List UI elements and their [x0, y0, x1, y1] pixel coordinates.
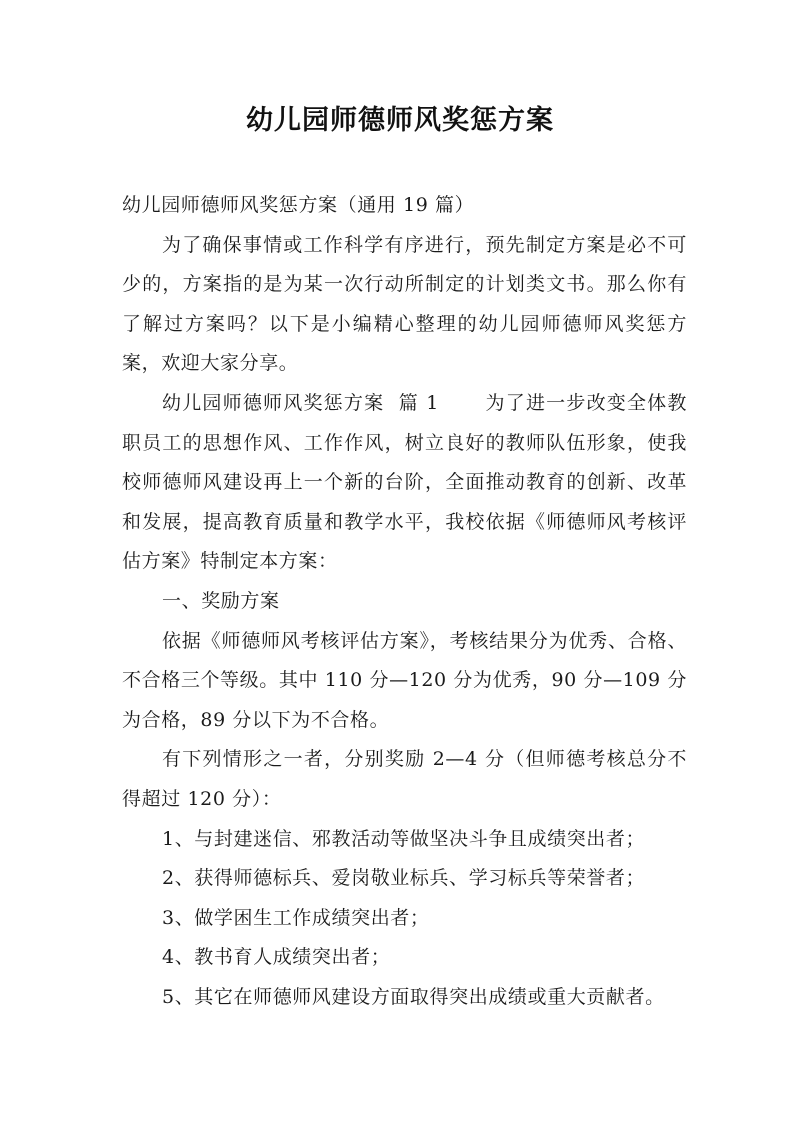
article-1-heading: 幼儿园师德师风奖惩方案 篇 1	[162, 391, 439, 414]
article-1-paragraph	[122, 384, 687, 582]
document-title: 幼儿园师德师风奖惩方案	[246, 105, 554, 136]
document-body	[122, 186, 687, 1017]
reward-intro-paragraph: 有下列情形之一者，分别奖励 2—4 分（但师德考核总分不得超过 120 分）：	[122, 748, 687, 810]
list-item: 1、与封建迷信、邪教活动等做坚决斗争且成绩突出者；	[162, 827, 646, 850]
section-1-heading: 一、奖励方案	[162, 589, 280, 612]
list-item: 3、做学困生工作成绩突出者；	[162, 906, 430, 929]
list-item: 5、其它在师德师风建设方面取得突出成绩或重大贡献者。	[162, 985, 665, 1008]
intro-paragraph: 为了确保事情或工作科学有序进行，预先制定方案是必不可少的，方案指的是为某一次行动所制定的计划类文书。那么你有了解过方案吗？以下是小编精心整理的幼儿园师德师风奖惩方案，欢迎大家分享。	[122, 233, 687, 375]
grading-paragraph: 依据《师德师风考核评估方案》，考核结果分为优秀、合格、不合格三个等级。其中 110 分—120 分为优秀，90 分—109 分为合格，89 分以下为不合格。	[122, 629, 687, 731]
document-subtitle: 幼儿园师德师风奖惩方案（通用 19 篇）	[122, 194, 475, 216]
list-item: 2、获得师德标兵、爱岗敬业标兵、学习标兵等荣誉者；	[162, 867, 646, 890]
article-1-body: 为了进一步改变全体教职员工的思想作风、工作作风，树立良好的教师队伍形象，使我校师德师风建设再上一个新的台阶，全面推动教育的创新、改革和发展，提高教育质量和教学水平，我校依据《师德师风考核评估方案》特制定本方案：	[122, 391, 687, 573]
list-item: 4、教书育人成绩突出者；	[162, 946, 391, 969]
